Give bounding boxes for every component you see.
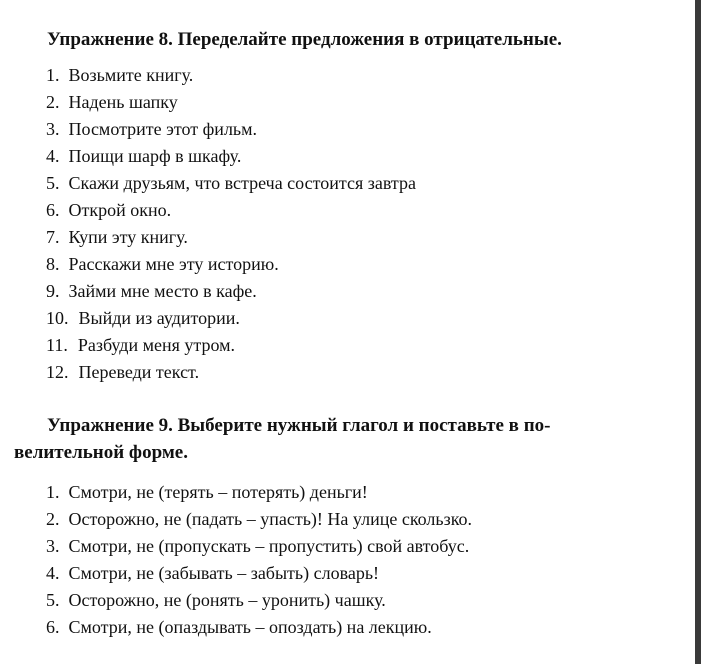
item-number: 2. bbox=[46, 92, 60, 112]
item-number: 6. bbox=[46, 617, 60, 637]
item-number: 7. bbox=[46, 227, 60, 247]
item-text: Расскажи мне эту историю. bbox=[68, 254, 279, 274]
item-text: Займи мне место в кафе. bbox=[68, 281, 257, 301]
list-item bbox=[46, 197, 416, 224]
list-item bbox=[46, 506, 472, 533]
item-text: Осторожно, не (падать – упасть)! На улице скользко. bbox=[68, 509, 473, 529]
exercise-9-heading: Упражнение 9. Выберите нужный глагол и поставьте в по- bbox=[47, 415, 551, 436]
item-text: Смотри, не (пропускать – пропустить) свой автобус. bbox=[68, 536, 470, 556]
item-number: 12. bbox=[46, 362, 69, 382]
item-text: Посмотрите этот фильм. bbox=[68, 119, 258, 139]
list-item bbox=[46, 479, 472, 506]
item-text: Выйди из аудитории. bbox=[78, 308, 240, 328]
item-text: Смотри, не (забывать – забыть) словарь! bbox=[68, 563, 380, 583]
list-item bbox=[46, 332, 416, 359]
item-text: Надень шапку bbox=[68, 92, 178, 112]
item-number: 3. bbox=[46, 119, 60, 139]
list-item bbox=[46, 587, 472, 614]
item-text: Разбуди меня утром. bbox=[77, 335, 236, 355]
list-item bbox=[46, 116, 416, 143]
list-item bbox=[46, 89, 416, 116]
list-item bbox=[46, 533, 472, 560]
item-number: 5. bbox=[46, 173, 60, 193]
list-item bbox=[46, 251, 416, 278]
list-item bbox=[46, 62, 416, 89]
page-edge-shadow bbox=[695, 0, 701, 664]
item-text: Купи эту книгу. bbox=[68, 227, 188, 247]
item-number: 8. bbox=[46, 254, 60, 274]
item-text: Поищи шарф в шкафу. bbox=[68, 146, 242, 166]
exercise-8-heading: Упражнение 8. Переделайте предложения в отрицательные. bbox=[47, 29, 562, 50]
list-item bbox=[46, 224, 416, 251]
item-number: 4. bbox=[46, 563, 60, 583]
list-item bbox=[46, 614, 472, 641]
list-item bbox=[46, 278, 416, 305]
item-number: 5. bbox=[46, 590, 60, 610]
list-item bbox=[46, 560, 472, 587]
exercise-9-list bbox=[46, 479, 472, 641]
item-number: 3. bbox=[46, 536, 60, 556]
item-number: 9. bbox=[46, 281, 60, 301]
item-text: Возьмите книгу. bbox=[68, 65, 194, 85]
item-text: Смотри, не (опаздывать – опоздать) на лекцию. bbox=[68, 617, 432, 637]
item-number: 10. bbox=[46, 308, 69, 328]
exercise-8-list bbox=[46, 62, 416, 386]
list-item bbox=[46, 359, 416, 386]
item-number: 1. bbox=[46, 482, 60, 502]
list-item bbox=[46, 170, 416, 197]
item-text: Открой окно. bbox=[68, 200, 172, 220]
list-item bbox=[46, 143, 416, 170]
item-number: 6. bbox=[46, 200, 60, 220]
item-number: 1. bbox=[46, 65, 60, 85]
exercise-9-heading-continued: велительной форме. bbox=[14, 442, 188, 463]
item-text: Скажи друзьям, что встреча состоится завтра bbox=[68, 173, 416, 193]
item-text: Осторожно, не (ронять – уронить) чашку. bbox=[68, 590, 386, 610]
item-number: 2. bbox=[46, 509, 60, 529]
item-text: Смотри, не (терять – потерять) деньги! bbox=[68, 482, 368, 502]
item-number: 11. bbox=[46, 335, 68, 355]
item-text: Переведи текст. bbox=[78, 362, 200, 382]
item-number: 4. bbox=[46, 146, 60, 166]
list-item bbox=[46, 305, 416, 332]
